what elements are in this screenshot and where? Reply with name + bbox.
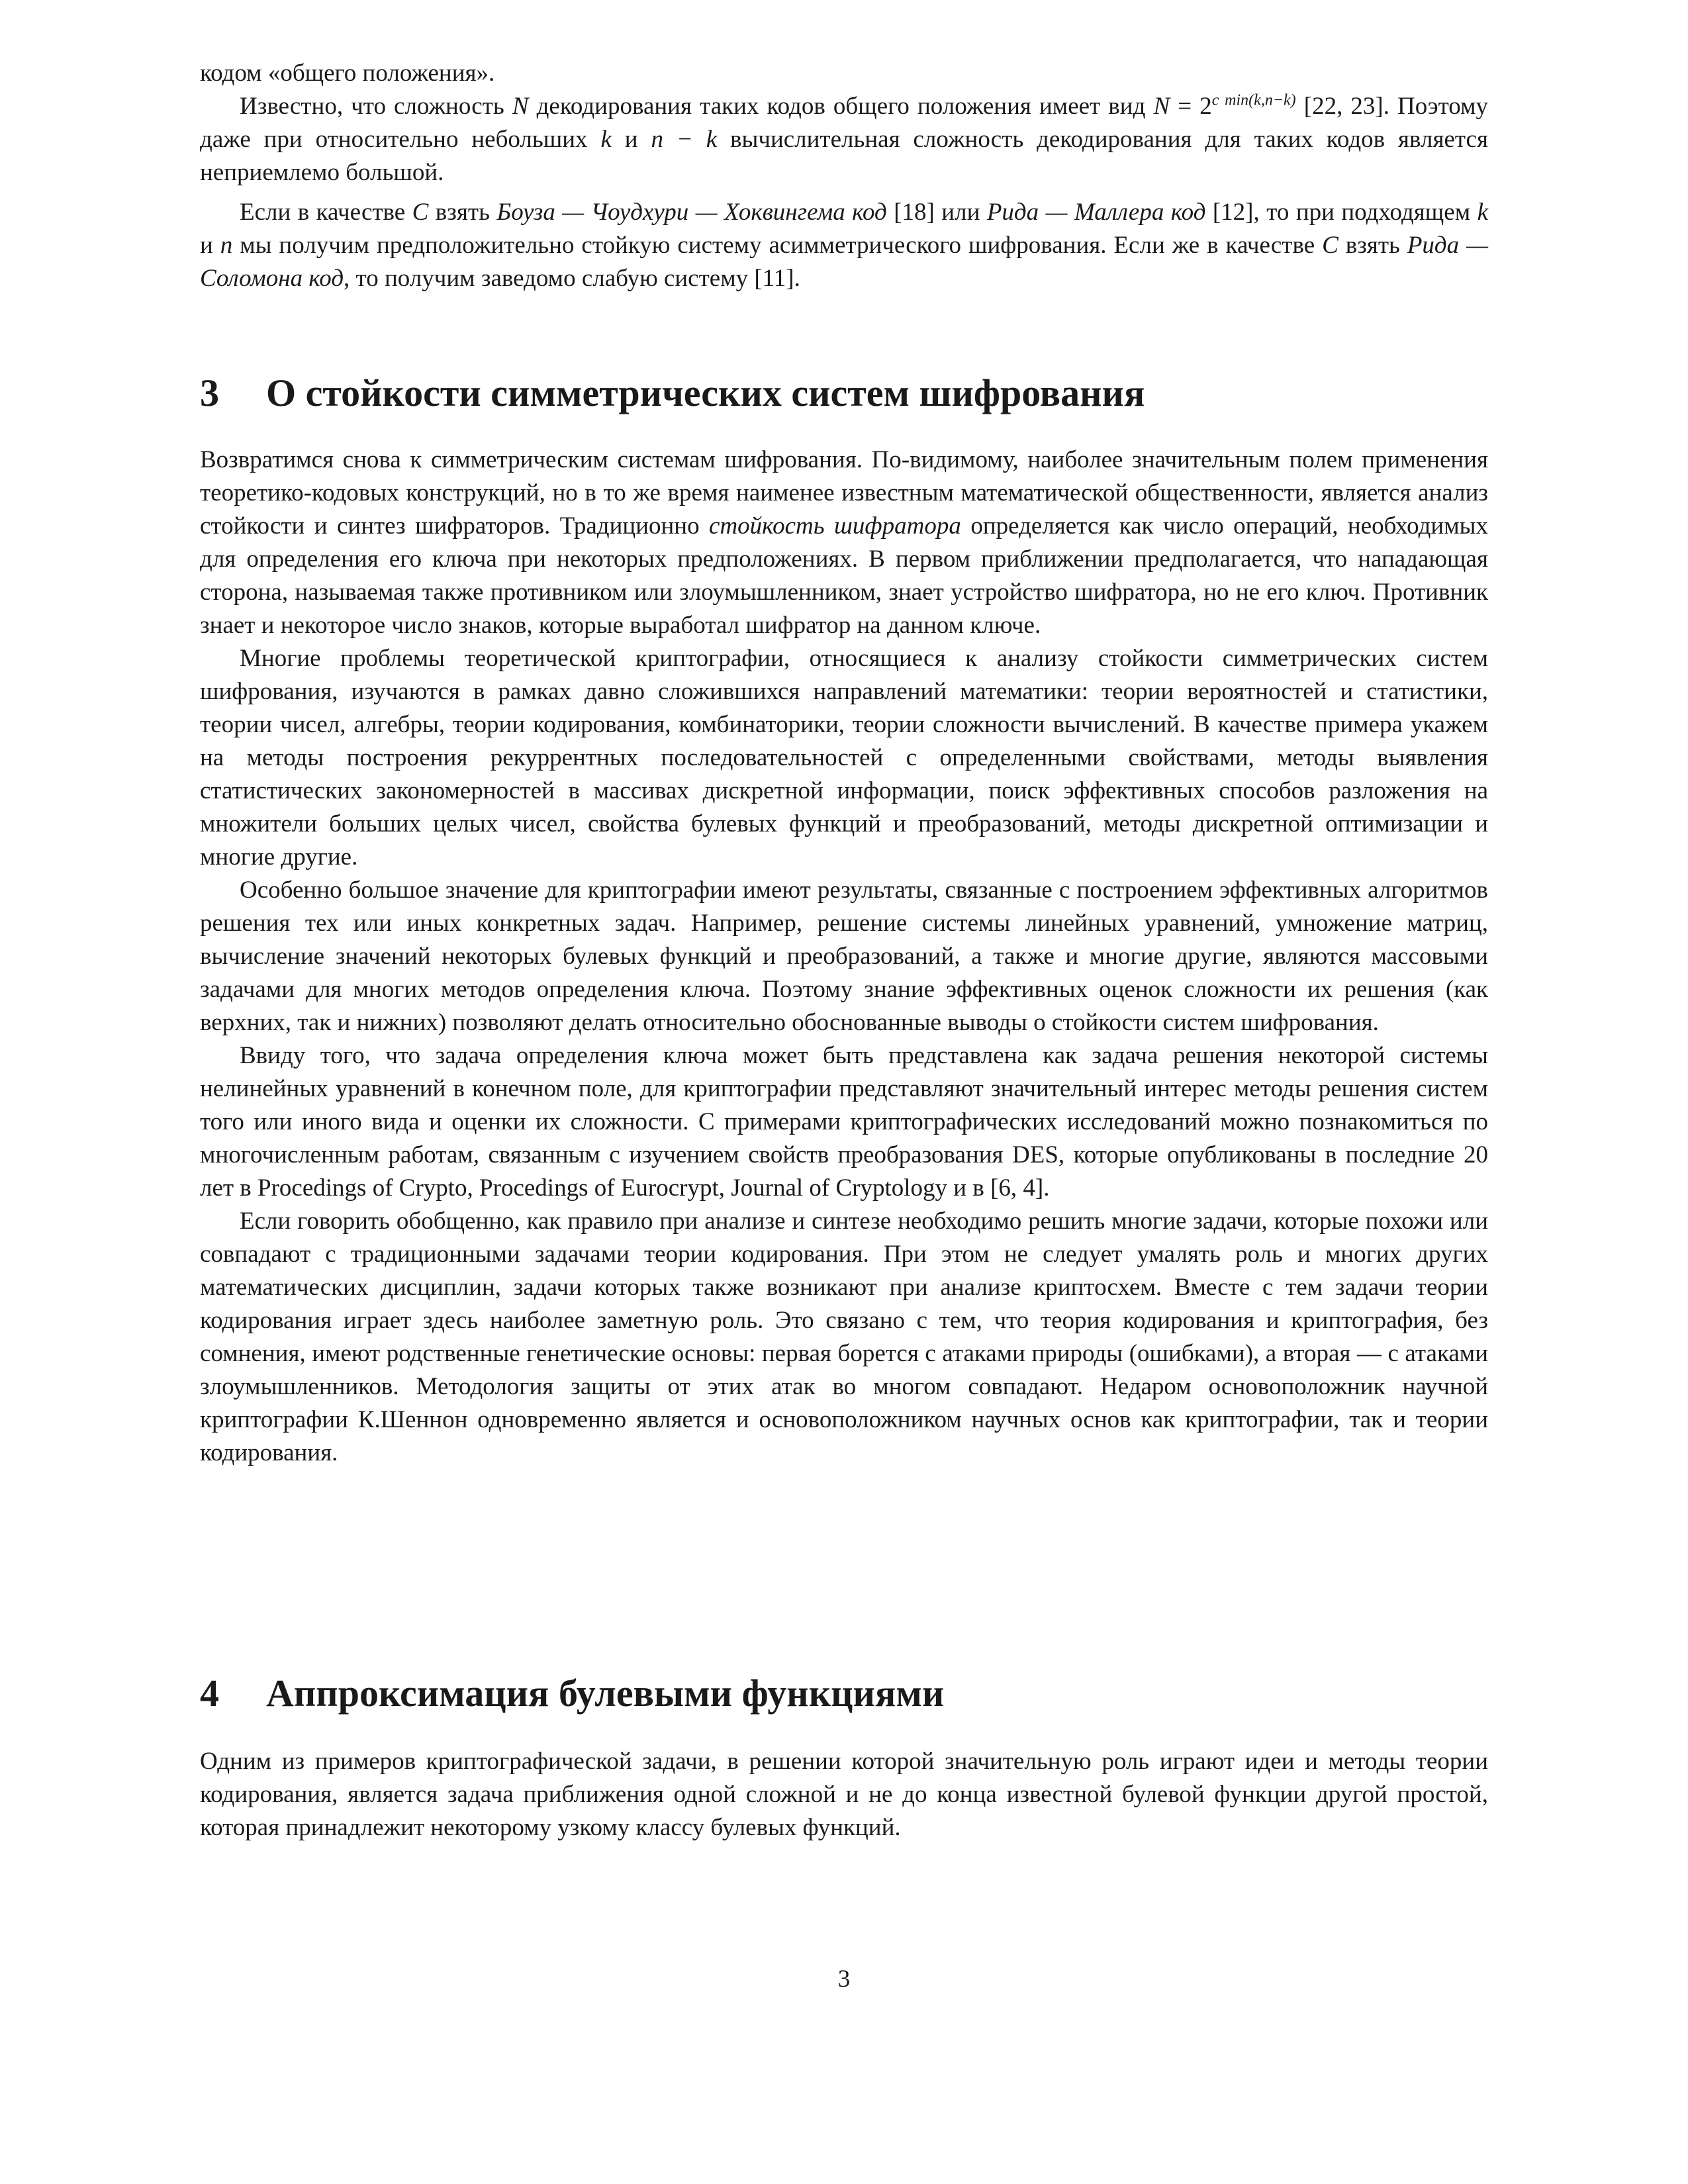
section-3-paragraph-3: Особенно большое значение для криптографии имеют результаты, связанные с построением эффективных алгоритмов решения тех или иных конкретных задач. Например, решение системы линейных уравнений, умножение матриц, вычисление значений некоторых булевых функций и преобразований, а также и многие другие, являются массовыми задачами для многих методов определения ключа. Поэтому знание эффективных оценок сложности их решения (как верхних, так и нижних) позволяют делать относительно обоснованные выводы о стойкости систем шифрования.	[200, 877, 1488, 1036]
section-3-heading	[200, 371, 1145, 415]
section-3-paragraph-4: Ввиду того, что задача определения ключа может быть представлена как задача решения некоторой системы нелинейных уравнений в конечном поле, для криптографии представляют значительный интерес методы решения систем того или иного вида и оценки их сложности. С примерами криптографических исследований можно познакомиться по многочисленным работам, связанным с изучением свойств преобразования DES, которые опубликованы в последние 20 лет в Procedings of Crypto, Procedings of Eurocrypt, Journal of Cryptology и в [6, 4].	[200, 1042, 1488, 1202]
text-run: взять	[1338, 232, 1407, 259]
text-run: мы получим предположительно стойкую систему асимметрического шифрования. Если же в качестве	[232, 232, 1323, 259]
term-italic: Боуза — Чоудхури — Хоквингема код	[496, 199, 887, 226]
math-var: C	[1322, 232, 1338, 259]
math-expr: = 2	[1170, 93, 1212, 120]
intro-block	[200, 57, 1488, 295]
text-run: , то получим заведомо слабую систему [11].	[344, 265, 800, 292]
math-var: k	[600, 126, 612, 153]
intro-paragraph-2	[200, 90, 1488, 189]
section-3-paragraph-5: Если говорить обобщенно, как правило при анализе и синтезе необходимо решить многие задачи, которые похожи или совпадают с традиционными задачами теории кодирования. При этом не следует умалять роль и многих других математических дисциплин, задачи которых также возникают при анализе криптосхем. Вместе с тем задачи теории кодирования играет здесь наиболее заметную роль. Это связано с тем, что теория кодирования и криптография, без сомнения, имеют родственные генетические основы: первая борется с атаками природы (ошибками), а вторая — с атаками злоумышленников. Методология защиты от этих атак во многом совпадают. Недаром основоположник научной криптографии К.Шеннон одновременно является и основоположником научных основ как криптографии, так и теории кодирования.	[200, 1208, 1488, 1466]
text-run: [22, 23]. Поэтому даже при относительно небольших	[200, 93, 1488, 153]
section-4-paragraph-1: Одним из примеров криптографической задачи, в решении которой значительную роль играют идеи и методы теории кодирования, является задача приближения одной сложной и не до конца известной булевой функции другой простой, которая принадлежит некоторому узкому классу булевых функций.	[200, 1748, 1488, 1841]
section-4-body	[200, 1745, 1488, 1844]
text-run: Если в качестве	[240, 199, 412, 226]
section-title: Аппроксимация булевыми функциями	[266, 1672, 945, 1715]
text-run: и	[611, 126, 651, 153]
text-run: вычислительная сложность декодирования для таких кодов является неприемлемо большой.	[200, 126, 1488, 186]
math-var: N	[512, 93, 529, 120]
text-run: декодирования таких кодов общего положения имеет вид	[528, 93, 1154, 120]
section-3-paragraph-2: Многие проблемы теоретической криптографии, относящиеся к анализу стойкости симметрических систем шифрования, изучаются в рамках давно сложившихся направлений математики: теории вероятностей и статистики, теории чисел, алгебры, теории кодирования, комбинаторики, теории сложности вычислений. В качестве примера укажем на методы построения рекуррентных последовательностей с определенными свойствами, методы выявления статистических закономерностей в массивах дискретной информации, поиск эффективных способов разложения на множители больших целых чисел, свойства булевых функций и преобразований, методы дискретной оптимизации и многие другие.	[200, 645, 1488, 871]
term-italic: Рида — Маллера код	[986, 199, 1206, 226]
section-4-heading	[200, 1671, 944, 1715]
term-italic: стойкость шифратора	[709, 512, 961, 540]
section-title: О стойкости симметрических систем шифрования	[266, 371, 1145, 414]
intro-paragraph-1	[200, 57, 1488, 90]
math-expr: n − k	[651, 126, 718, 153]
math-var: k	[1477, 199, 1489, 226]
section-number: 4	[200, 1672, 219, 1715]
math-var: C	[412, 199, 429, 226]
section-3-body	[200, 444, 1488, 1470]
text-run: Известно, что сложность	[240, 93, 512, 120]
section-number: 3	[200, 371, 219, 414]
math-var: N	[1153, 93, 1170, 120]
text-run: и	[200, 232, 220, 259]
paper-page	[200, 0, 1488, 2184]
text-run: взять	[428, 199, 497, 226]
text-run: определяется как число операций, необходимых для определения его ключа при некоторых предположениях. В первом приближении предполагается, что нападающая сторона, называемая также противником или злоумышленником, знает устройство шифратора, но не его ключ. Противник знает и некоторое число знаков, которые выработал шифратор на данном ключе.	[200, 512, 1488, 639]
text-run: Возвратимся снова к симметрическим системам шифрования. По-видимому, наиболее значительным полем применения теоретико-кодовых конструкций, но в то же время наименее известным математической общественности, является анализ стойкости и синтез шифраторов. Традиционно	[200, 446, 1488, 540]
intro-paragraph-3	[200, 196, 1488, 295]
page-number: 3	[837, 1966, 851, 1993]
term-italic: Рида — Соломона код	[200, 232, 1488, 292]
math-exponent: c min(k,n−k)	[1211, 91, 1296, 109]
text-run: [18] или	[886, 199, 987, 226]
intro-text: кодом «общего положения».	[200, 60, 495, 87]
text-run: [12], то при подходящем	[1205, 199, 1477, 226]
math-var: n	[220, 232, 233, 259]
section-3-paragraph-1	[200, 444, 1488, 642]
